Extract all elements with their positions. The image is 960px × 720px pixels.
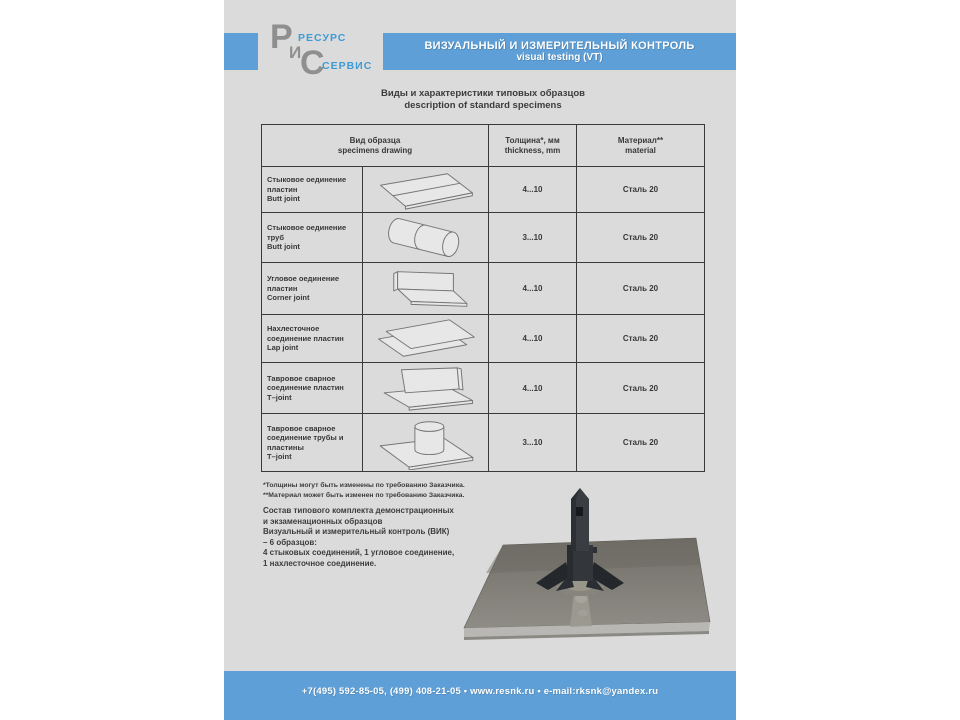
material-value: Сталь 20 — [577, 315, 704, 363]
logo-letter-s: С — [300, 44, 325, 82]
col-header-thickness — [489, 125, 577, 167]
composition-line: Состав типового комплекта демонстрационных — [263, 506, 454, 515]
specimen-name-en: Lap joint — [267, 343, 299, 353]
table-row-name — [262, 213, 363, 263]
col-header-material — [577, 125, 704, 167]
logo-word-servis: СЕРВИС — [322, 60, 373, 72]
specimen-drawing-cell — [363, 363, 489, 414]
col-header-thickness-en: thickness, mm — [504, 145, 561, 155]
specimen-name-en: Corner joint — [267, 293, 310, 303]
composition-line: и экзаменационных образцов — [263, 516, 383, 526]
col-header-specimen — [262, 125, 489, 167]
accent-square — [224, 33, 258, 70]
thickness-value: 4...10 — [489, 263, 577, 315]
specimen-drawing-cell — [363, 315, 489, 363]
composition-line: 4 стыковых соединений, 1 угловое соединение, — [263, 548, 455, 557]
photo-column-hole — [576, 507, 583, 516]
footer-banner — [224, 671, 736, 720]
specimen-name-ru: Тавровое сварное соединение трубы и пластины — [267, 423, 344, 452]
material-value: Сталь 20 — [577, 363, 704, 414]
logo-letter-i: И — [289, 43, 302, 62]
page-title-en: description of standard specimens — [404, 99, 562, 111]
specimen-name-ru: Тавровое сварное соединение пластин — [267, 373, 344, 393]
kit-composition-text — [263, 506, 454, 569]
specimen-name-ru: Стыковое оединение труб — [267, 223, 347, 242]
specimen-drawing-cell — [363, 414, 489, 471]
lap-joint-drawing — [363, 316, 488, 362]
banner-title-en: visual testing (VT) — [516, 52, 603, 63]
col-header-material-en: material — [625, 145, 656, 155]
table-row-name — [262, 263, 363, 315]
table-row-name — [262, 363, 363, 414]
footnote-thickness: *Толщины могут быть изменены по требованию Заказчика. — [263, 482, 465, 489]
table-row-name — [262, 414, 363, 471]
specimen-name-en: Butt joint — [267, 242, 300, 252]
specimens-table — [261, 124, 705, 472]
specimen-name-ru: Стыковое оединение пластин — [267, 175, 347, 194]
page-title — [261, 88, 705, 111]
page-title-ru: Виды и характеристики типовых образцов — [381, 88, 585, 99]
col-header-specimen-ru: Вид образца — [349, 135, 401, 145]
banner-title-ru: ВИЗУАЛЬНЫЙ И ИЗМЕРИТЕЛЬНЫЙ КОНТРОЛЬ — [424, 40, 695, 52]
specimen-photo — [454, 487, 712, 650]
thickness-value: 4...10 — [489, 167, 577, 213]
logo-letter-r: Р — [270, 18, 293, 56]
pipes-butt-joint-drawing — [363, 214, 488, 262]
composition-line: 1 нахлесточное соединение. — [263, 558, 377, 568]
thickness-value: 4...10 — [489, 315, 577, 363]
specimen-name-ru: Нахлесточное соединение пластин — [267, 324, 344, 343]
specimen-name-en: T–joint — [267, 452, 292, 461]
composition-line: Визуальный и измерительный контроль (ВИК) — [263, 527, 450, 536]
table-row-name — [262, 315, 363, 363]
specimen-drawing-cell — [363, 213, 489, 263]
corner-joint-drawing — [363, 264, 488, 314]
specimen-name-ru: Угловое оединение пластин — [267, 274, 340, 293]
material-value: Сталь 20 — [577, 213, 704, 263]
col-header-specimen-en: specimens drawing — [337, 145, 413, 155]
material-value: Сталь 20 — [577, 263, 704, 315]
col-header-material-ru: Материал** — [617, 135, 664, 145]
thickness-value: 4...10 — [489, 363, 577, 414]
specimen-drawing-cell — [363, 167, 489, 213]
composition-line: – 6 образцов: — [263, 537, 317, 547]
specimen-drawing-cell — [363, 263, 489, 315]
t-joint-plates-drawing — [363, 364, 488, 413]
thickness-value: 3...10 — [489, 213, 577, 263]
plates-butt-joint-drawing — [363, 168, 488, 212]
t-joint-pipe-plate-drawing — [363, 415, 488, 470]
material-value: Сталь 20 — [577, 167, 704, 213]
company-logo — [268, 18, 393, 82]
footer-contact-line: +7(495) 592-85-05, (499) 408-21-05 • www.resnk.ru • e-mail:rksnk@yandex.ru — [301, 686, 659, 697]
thickness-value: 3...10 — [489, 414, 577, 471]
header-banner — [383, 33, 736, 70]
table-footnotes — [263, 481, 465, 500]
table-row-name — [262, 167, 363, 213]
specimen-name-en: T–joint — [267, 392, 292, 402]
logo-word-resurs: РЕСУРС — [298, 32, 347, 44]
col-header-thickness-ru: Толщина*, мм — [505, 135, 560, 145]
footnote-material: **Материал может быть изменен по требованию Заказчика. — [263, 491, 465, 499]
document-page — [224, 0, 736, 720]
specimen-name-en: Butt joint — [267, 194, 300, 204]
material-value: Сталь 20 — [622, 438, 659, 447]
